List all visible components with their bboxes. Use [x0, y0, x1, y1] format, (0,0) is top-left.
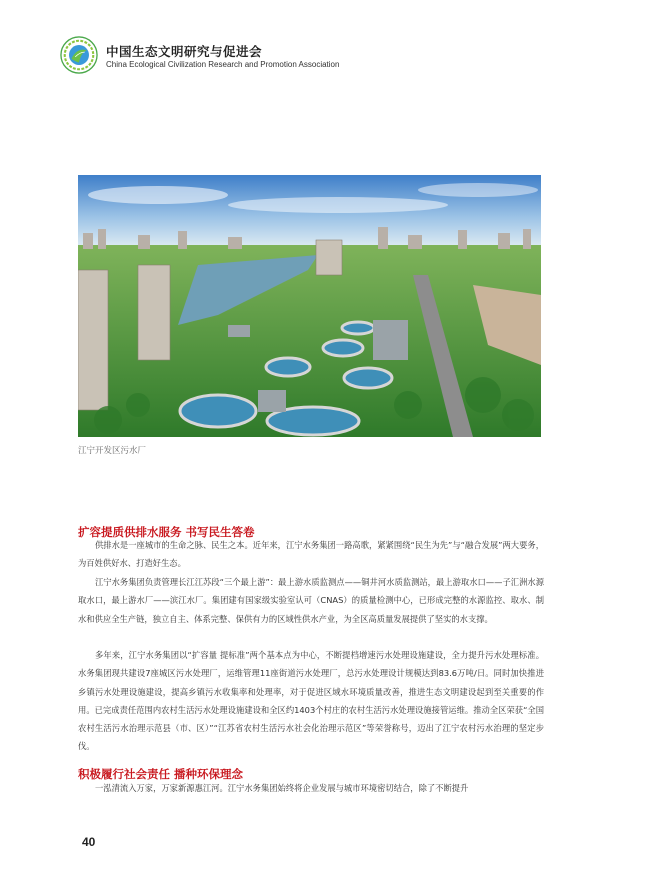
- aerial-sewage-plant-photo: [78, 175, 541, 437]
- association-logo-icon: [60, 36, 98, 74]
- page-header: [60, 36, 480, 78]
- body-paragraph: 一泓清流入万家，万家新源惠江河。江宁水务集团始终将企业发展与城市环境密切结合，除了不断提升: [95, 783, 469, 793]
- organization-name-cn: 中国生态文明研究与促进会: [106, 44, 263, 59]
- body-paragraph: 多年来，江宁水务集团以“扩容量 提标准”两个基本点为中心，不断提档增速污水处理设施建设，全力提升污水处理标准。水务集团现共建设7座城区污水处理厂，运维管理11座街道污水处理厂，总污水处理设计规模达到83.6万吨/日。同时加快推进乡镇污水处理设施建设，提高乡镇污水收集率和处理率，对于促进区域水环境质量改善，推进生态文明建设起到至关重要的作用。已完成责任范围内农村生活污水处理设施建设和全区约1403个村庄的农村生活污水处理设施接管运维。推动全区荣获“全国农村生活污水治理示范县（市、区）”“江苏省农村生活污水社会化治理示范区”等荣誉称号，迈出了江宁农村污水治理的坚定步伐。: [78, 650, 544, 752]
- body-paragraph: 供排水是一座城市的生命之脉、民生之本。近年来，江宁水务集团一路高歌，紧紧围绕“民生为先”与“融合发展”两大要务，为百姓供好水、打造好生态。: [78, 540, 544, 569]
- photo-caption: 江宁开发区污水厂: [78, 446, 147, 456]
- body-paragraph: 江宁水务集团负责管理长江江苏段“三个最上游”：最上游水质监测点——铜井河水质监测站，最上游取水口——子汇洲水源取水口，最上游水厂——滨江水厂。集团建有国家级实验室认可（CNAS）的质量检测中心，已形成完整的水源监控、取水、制水和供应全生产链，独立自主、体系完整、保供有力的区域性供水产业，为全区高质量发展提供了坚实的水支撑。: [78, 577, 544, 624]
- section-title: 扩容提质供排水服务 书写民生答卷: [78, 525, 255, 539]
- organization-name-en: China Ecological Civilization Research and Promotion Association: [106, 60, 340, 69]
- page-number: 40: [82, 835, 96, 849]
- section-title: 积极履行社会责任 播种环保理念: [78, 767, 244, 781]
